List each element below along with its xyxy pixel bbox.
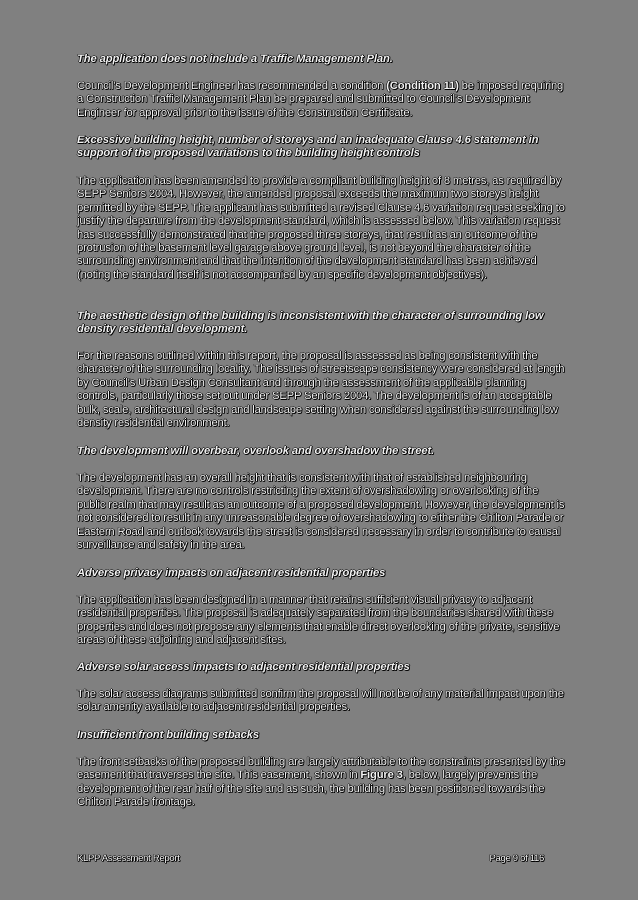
section-overbear (77, 445, 567, 458)
section-paragraph (77, 80, 567, 120)
section-heading: Adverse solar access impacts to adjacent residential properties (77, 661, 410, 673)
page-footer (77, 852, 544, 865)
paragraph-text: , below, largely prevents the development of the rear half of the site and as such, the building has been positioned towards the Chilton Parade frontage. (77, 769, 545, 809)
section-solar-access-body (77, 688, 567, 715)
section-overbear-body (77, 472, 567, 552)
section-building-height-body (77, 175, 567, 282)
section-heading: Insufficient front building setbacks (77, 729, 260, 741)
section-privacy (77, 567, 567, 580)
paragraph-text: Council's Development Engineer has recommended a condition (77, 80, 387, 92)
section-traffic-management-body (77, 80, 567, 120)
section-heading: The development will overbear, overlook and overshadow the street. (77, 445, 435, 457)
section-paragraph: The application has been amended to provide a compliant building height of 8 metres, as required by SEPP Seniors 2004. However, the amended proposal exceeds the maximum two storeys height permitted by the SEPP. The applicant has submitted a revised Clause 4.6 variation request seeking to justify the departure from the development standard, which is assessed below. This variation request has successfully demonstrated that the proposed three storeys, that result as an outcome of the protrusion of the basement level garage above ground level, is not beyond the character of the surrounding environment and that the intention of the development standard has been achieved (noting the standard itself is not accompanied by an specific development objectives). (77, 175, 565, 281)
paragraph-text: The front setbacks of the proposed building are largely attributable to the constraints presented by the easement that traverses the site. This easement, shown in (77, 756, 565, 782)
section-heading: Excessive building height, number of storeys and an inadequate Clause 4.6 statement in support of the proposed variations to the building height controls (77, 134, 539, 160)
section-aesthetic-design-body (77, 350, 567, 430)
section-paragraph (77, 756, 567, 810)
section-front-setbacks (77, 729, 567, 742)
section-heading: The application does not include a Traffic Management Plan. (77, 53, 393, 65)
paragraph-text: be imposed requiring a Construction Traffic Management Plan be prepared and submitted to Council's Development Engineer for approval prior to the issue of the Construction Certificate. (77, 80, 564, 119)
section-paragraph: The application has been designed in a manner that retains sufficient visual privacy to adjacent residential properties. The proposal is adequately separated from the boundaries shared with these properties and does not propose any elements that enable direct overlooking of the private, sensitive areas of these adjoining and adjacent sites. (77, 594, 560, 647)
section-heading: The aesthetic design of the building is inconsistent with the character of surrounding low density residential development. (77, 310, 544, 336)
section-privacy-body (77, 594, 567, 648)
footer-page-number: Page 9 of 116 (489, 853, 544, 864)
condition-reference: (Condition 11) (386, 80, 459, 92)
section-traffic-management (77, 53, 567, 66)
section-paragraph: For the reasons outlined within this report, the proposal is assessed as being consistent with the character of the surrounding locality. The issues of streetscape consistency were considered at length by Council's Urban Design Consultant and through the assessment of the applicable planning controls, particularly those set out under SEPP Seniors 2004. The development is of an acceptable bulk, scale, architectural design and landscape setting when considered against the surrounding low density residential environment. (77, 350, 565, 430)
section-aesthetic-design (77, 310, 567, 337)
section-solar-access (77, 661, 567, 674)
section-paragraph: The development has an overall height that is consistent with that of established neighbouring development. There are no controls restricting the extent of overshadowing or overlooking of the public realm that may result as an outcome of a proposed development. However, the development is not considered to result in any unreasonable degree of overshadowing to either the Chilton Parade or Eastern Road and outlook towards the street is considered necessary in order to contribute to causal surveillance and safety in the area. (77, 472, 565, 552)
section-front-setbacks-body (77, 756, 567, 810)
section-heading: Adverse privacy impacts on adjacent residential properties (77, 567, 386, 579)
section-building-height (77, 134, 567, 161)
figure-reference: Figure 3 (360, 769, 403, 782)
section-paragraph: The solar access diagrams submitted confirm the proposal will not be of any material impact upon the solar amenity available to adjacent residential properties. (77, 688, 564, 714)
footer-report-title: KLPP Assessment Report (77, 853, 180, 864)
